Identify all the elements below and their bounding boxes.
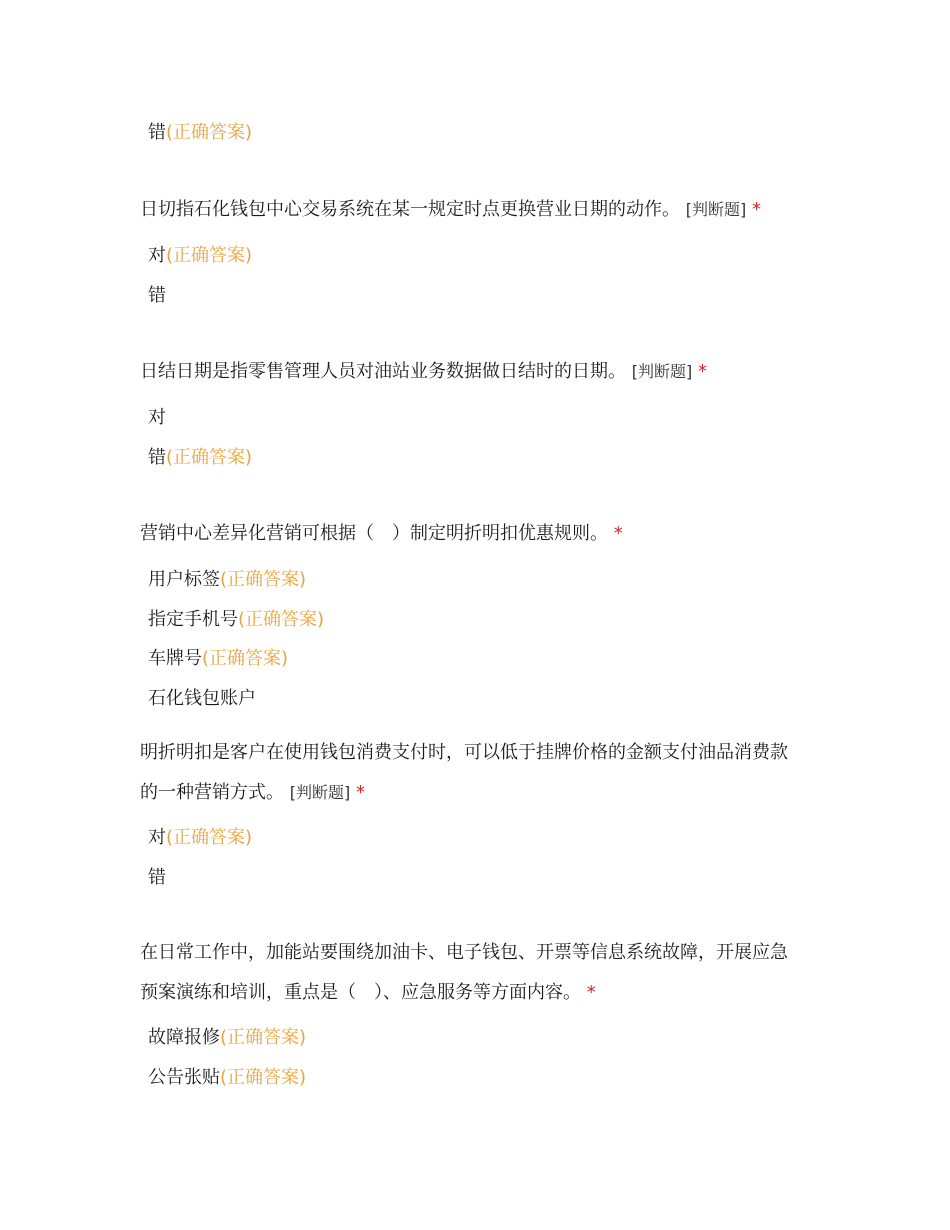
option-wallet-account xyxy=(148,687,256,711)
question-text xyxy=(140,190,830,230)
option-text: 错 xyxy=(148,285,166,306)
correct-answer-tag: (正确答案) xyxy=(220,1027,307,1048)
option-plate-number xyxy=(148,647,288,671)
required-mark: * xyxy=(697,361,707,382)
option-notice-posting xyxy=(148,1066,306,1090)
question-body: 日切指石化钱包中心交易系统在某一规定时点更换营业日期的动作。 xyxy=(140,199,680,220)
correct-answer-tag: (正确答案) xyxy=(166,122,253,143)
correct-answer-tag: (正确答案) xyxy=(202,648,289,669)
option-phone-number xyxy=(148,608,324,632)
correct-answer-tag: (正确答案) xyxy=(166,447,253,468)
option-text: 用户标签 xyxy=(148,569,220,590)
option-text: 错 xyxy=(148,867,166,888)
correct-answer-tag: (正确答案) xyxy=(166,245,253,266)
option-true xyxy=(148,826,252,850)
question-body-line1: 明折明扣是客户在使用钱包消费支付时，可以低于挂牌价格的金额支付油品消费款 xyxy=(140,742,788,763)
option-false xyxy=(148,284,166,308)
option-text: 对 xyxy=(148,827,166,848)
required-mark: * xyxy=(751,199,761,220)
option-false xyxy=(148,446,252,470)
option-fault-report xyxy=(148,1026,306,1050)
question-text xyxy=(140,352,830,392)
question-body: 的一种营销方式。 xyxy=(140,782,284,803)
question-type: [判断题] xyxy=(289,783,351,802)
option-text: 公告张贴 xyxy=(148,1067,220,1088)
required-mark: * xyxy=(355,782,365,803)
question-body-line2 xyxy=(140,973,830,1013)
option-user-tag xyxy=(148,568,306,592)
question-body-line2 xyxy=(140,773,830,813)
option-true xyxy=(148,406,166,430)
correct-answer-tag: (正确答案) xyxy=(220,569,307,590)
option-text: 错 xyxy=(148,447,166,468)
correct-answer-tag: (正确答案) xyxy=(220,1067,307,1088)
question-text xyxy=(140,733,830,813)
option-text: 石化钱包账户 xyxy=(148,688,256,709)
question-body-line1: 在日常工作中，加能站要围绕加油卡、电子钱包、开票等信息系统故障，开展应急 xyxy=(140,942,788,963)
option-text: 车牌号 xyxy=(148,648,202,669)
question-body: 预案演练和培训，重点是（ ）、应急服务等方面内容。 xyxy=(140,982,581,1003)
option-text: 对 xyxy=(148,245,166,266)
option-true xyxy=(148,244,252,268)
question-body: 日结日期是指零售管理人员对油站业务数据做日结时的日期。 xyxy=(140,361,626,382)
required-mark: * xyxy=(613,523,623,544)
correct-answer-tag: (正确答案) xyxy=(166,827,253,848)
option-wrong xyxy=(148,121,252,145)
option-false xyxy=(148,866,166,890)
question-type: [判断题] xyxy=(685,200,747,219)
option-text: 指定手机号 xyxy=(148,609,238,630)
question-body: 营销中心差异化营销可根据（ ）制定明折明扣优惠规则。 xyxy=(140,523,608,544)
option-text: 对 xyxy=(148,407,166,428)
option-text: 故障报修 xyxy=(148,1027,220,1048)
question-type: [判断题] xyxy=(631,362,693,381)
option-text: 错 xyxy=(148,122,166,143)
question-text xyxy=(140,933,830,1013)
correct-answer-tag: (正确答案) xyxy=(238,609,325,630)
required-mark: * xyxy=(586,982,596,1003)
question-text xyxy=(140,514,830,554)
